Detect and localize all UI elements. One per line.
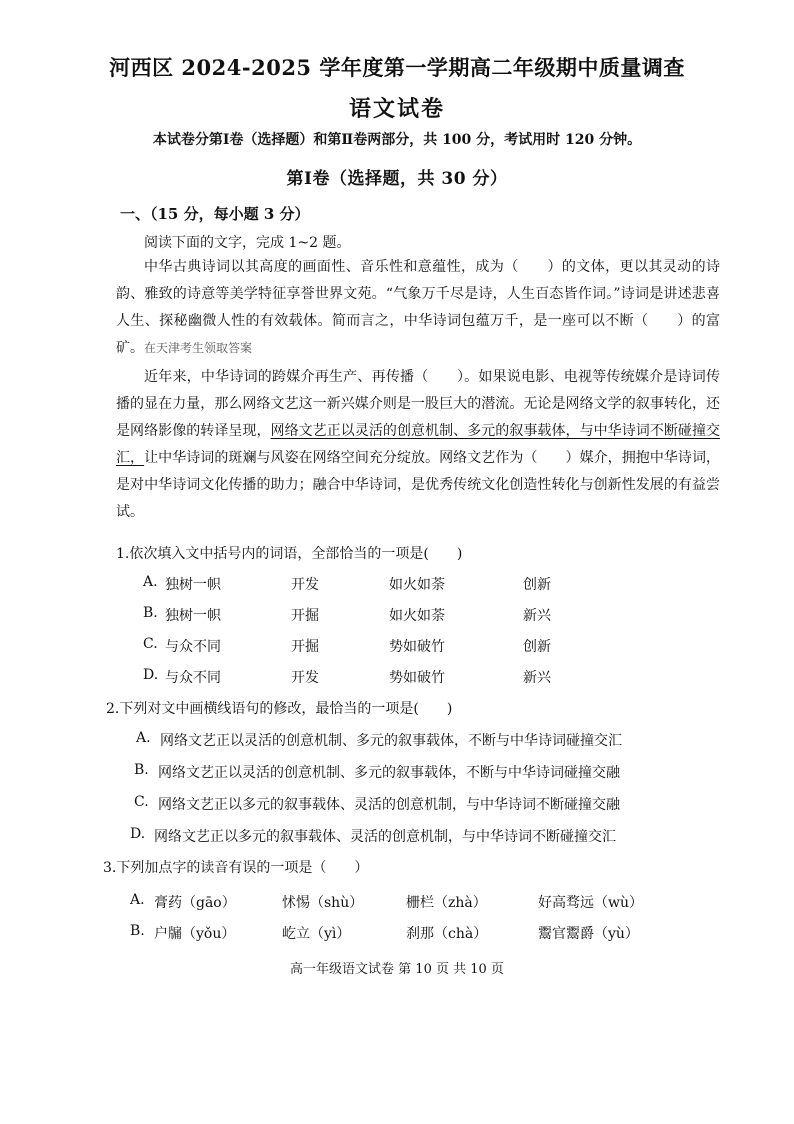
question-1-stem: 1.依次填入文中括号内的词语，全部恰当的一项是( ) xyxy=(116,546,463,562)
option-label: D. xyxy=(143,667,159,683)
reading-instruction: 阅读下面的文字，完成 1~2 题。 xyxy=(144,235,351,251)
option-cell: 膏药（gāo） xyxy=(154,895,236,911)
option-cell: 好高骛远（wù） xyxy=(538,895,643,911)
option-label: B. xyxy=(143,605,158,621)
question-2-stem: 2.下列对文中画横线语句的修改，最恰当的一项是( ) xyxy=(106,701,453,717)
paper-info: 本试卷分第Ⅰ卷（选择题）和第Ⅱ卷两部分，共 100 分，考试用时 120 分钟。 xyxy=(152,132,642,148)
option-cell: 势如破竹 xyxy=(389,670,445,686)
option-label: A. xyxy=(136,730,151,746)
option-text: 网络文艺正以多元的叙事载体、灵活的创意机制，与中华诗词不断碰撞交融 xyxy=(158,797,620,813)
option-cell: 栅栏（zhà） xyxy=(406,895,487,911)
option-cell: 与众不同 xyxy=(165,639,221,655)
passage-paragraph-2 xyxy=(116,364,720,526)
passage-paragraph-1 xyxy=(116,254,720,362)
option-cell: 新兴 xyxy=(523,608,551,624)
option-label: D. xyxy=(130,826,146,842)
option-label: B. xyxy=(134,762,149,778)
option-cell: 创新 xyxy=(523,639,551,655)
option-cell: 开掘 xyxy=(291,639,319,655)
question-3-stem: 3.下列加点字的读音有误的一项是（ ） xyxy=(103,860,369,876)
option-cell: 开掘 xyxy=(291,608,319,624)
option-label: C. xyxy=(134,794,149,810)
option-cell: 开发 xyxy=(291,577,319,593)
option-cell: 与众不同 xyxy=(165,670,221,686)
option-text: 网络文艺正以多元的叙事载体、灵活的创意机制，与中华诗词不断碰撞交汇 xyxy=(154,829,616,845)
exam-title: 河西区 2024-2025 学年度第一学期高二年级期中质量调查 xyxy=(109,55,685,80)
option-cell: 独树一帜 xyxy=(165,577,221,593)
option-cell: 屹立（yì） xyxy=(282,926,351,942)
part-heading: 一、（15 分，每小题 3 分） xyxy=(120,205,310,223)
option-cell: 鬻官鬻爵（yù） xyxy=(538,926,639,942)
option-cell: 独树一帜 xyxy=(165,608,221,624)
passage-paragraph-2-text-after: 让中华诗词的斑斓与风姿在网络空间充分绽放。网络文艺作为（ ）媒介，拥抱中华诗词，是对中华诗词文化传播的助力；融合中华诗词，是优秀传统文化创造性转化与创新性发展的有益尝试。 xyxy=(116,450,721,520)
option-cell: 刹那（chà） xyxy=(406,926,488,942)
option-text: 网络文艺正以灵活的创意机制、多元的叙事载体，不断与中华诗词碰撞交融 xyxy=(158,765,620,781)
section-title: 第Ⅰ卷（选择题，共 30 分） xyxy=(286,169,508,189)
option-cell: 开发 xyxy=(291,670,319,686)
option-cell: 怵惕（shù） xyxy=(282,895,364,911)
option-cell: 新兴 xyxy=(523,670,551,686)
watermark-text: 在天津考生领取答案 xyxy=(144,341,253,355)
passage-paragraph-1-text: 中华古典诗词以其高度的画面性、音乐性和意蕴性，成为（ ）的文体，更以其灵动的诗韵、雅致的诗意等美学特征享誉世界文苑。“气象万千尽是诗，人生百态皆作词。”诗词是讲述悲喜人生、探秘幽微人性的有效载体。简而言之，中华诗词包蕴万千，是一座可以不断（ ）的富矿。 xyxy=(116,259,720,356)
page-footer: 高一年级语文试卷 第 10 页 共 10 页 xyxy=(290,962,504,977)
option-cell: 如火如荼 xyxy=(389,608,445,624)
option-text: 网络文艺正以灵活的创意机制、多元的叙事载体，不断与中华诗词碰撞交汇 xyxy=(160,733,622,749)
option-label: A. xyxy=(143,574,158,590)
option-cell: 如火如荼 xyxy=(389,577,445,593)
passage-paragraph-2-text-before: 近年来，中华诗词的跨媒介再生产、再传播（ ）。如果说电影、电视等传统媒介是诗词传播的显在力量，那么网络文艺这一新兴媒介则是一股巨大的潜流。无论是网络文学的叙事转化，还是网络影像的转译呈现， xyxy=(116,369,720,439)
option-cell: 势如破竹 xyxy=(389,639,445,655)
option-label: A. xyxy=(130,892,145,908)
underlined-sentence: 网络文艺正以灵活的创意机制、多元的叙事载体，与中华诗词不断碰撞交汇， xyxy=(116,423,721,466)
option-label: B. xyxy=(130,923,145,939)
paper-title: 语文试卷 xyxy=(348,96,445,122)
option-cell: 创新 xyxy=(523,577,551,593)
option-cell: 户牖（yǒu） xyxy=(154,926,236,942)
option-label: C. xyxy=(143,636,158,652)
